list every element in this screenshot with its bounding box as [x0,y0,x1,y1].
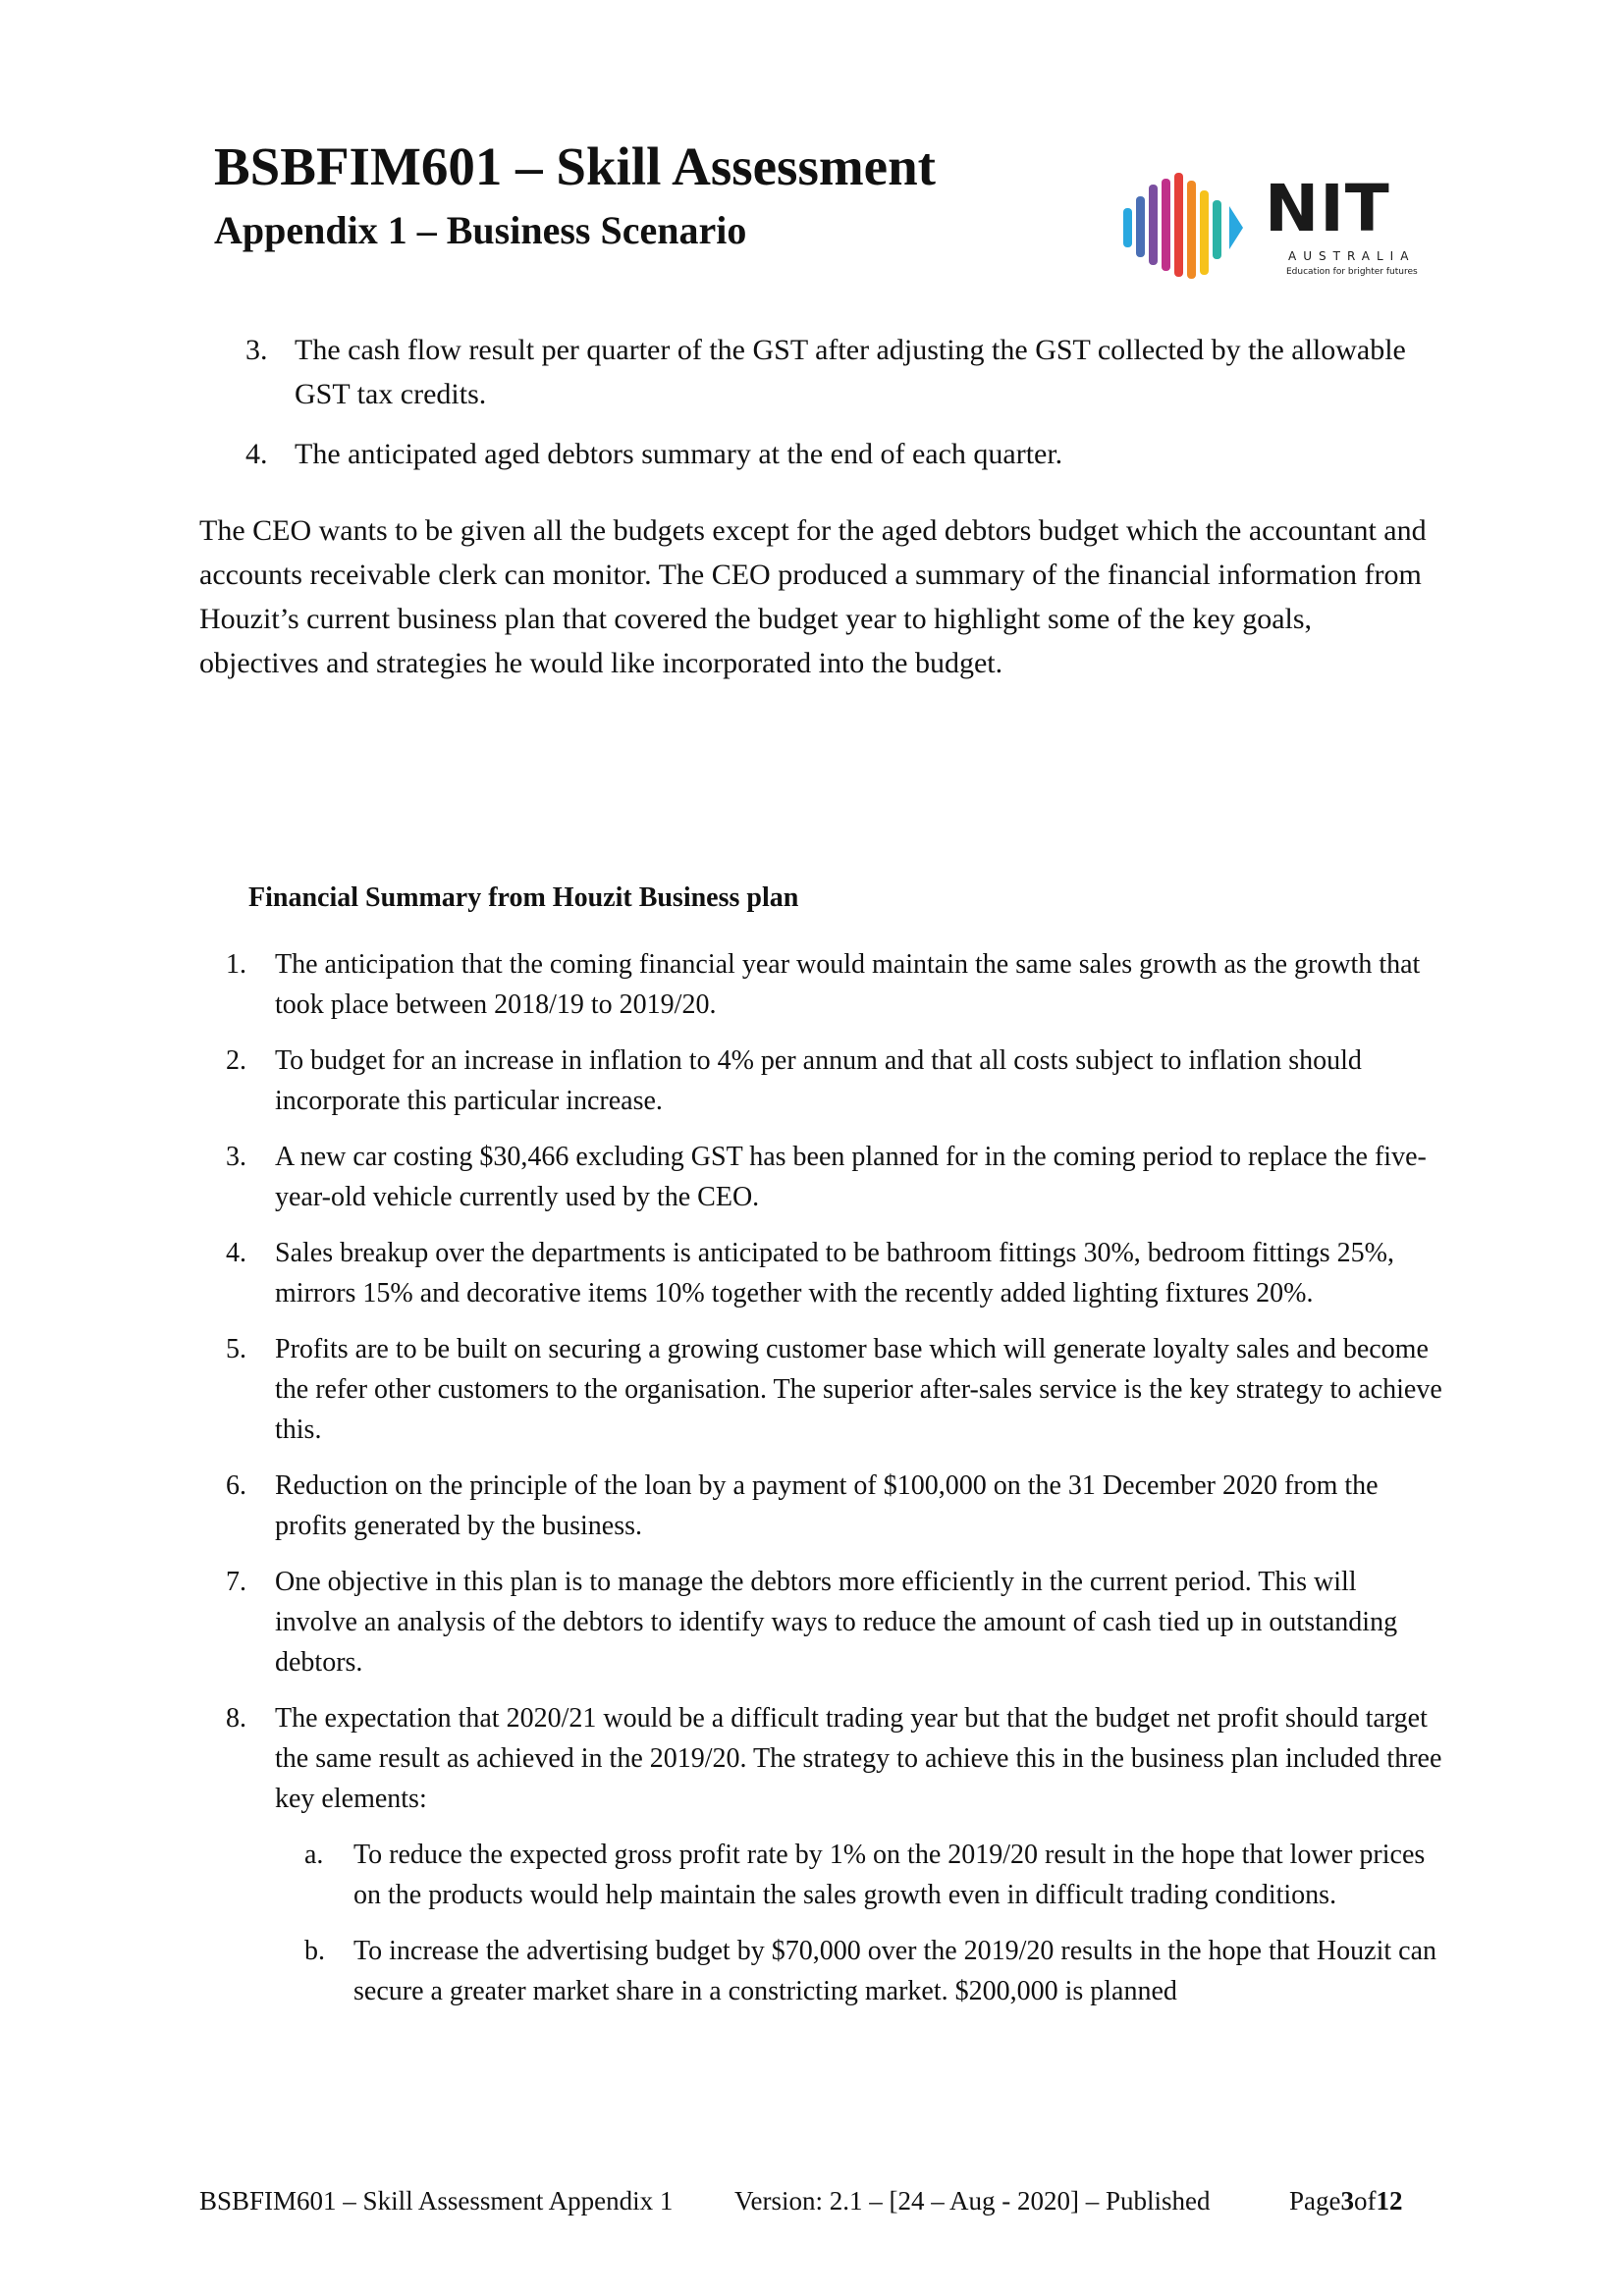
logo-mark-icon [1119,167,1257,290]
list-number: 2. [226,1045,246,1076]
list-item [226,1137,1443,1217]
list-number: 8. [226,1703,246,1734]
page-subtitle: Appendix 1 – Business Scenario [214,208,747,252]
list-text: Sales breakup over the departments is anticipated to be bathroom fittings 30%, bedroom fittings 25%, mirrors 15% and decorative items 10% together with the recently added lighting fixtures 20%. [275,1238,1394,1308]
sub-list-item [304,1835,1443,1915]
list-number: 5. [226,1334,246,1364]
list-item [245,328,1424,416]
logo-tagline: Education for brighter futures [1286,267,1418,277]
sub-list-text: To reduce the expected gross profit rate by 1% on the 2019/20 result in the hope that lower prices on the products would help maintain the sales growth even in difficult trading conditions. [353,1840,1426,1910]
list-text: A new car costing $30,466 excluding GST has been planned for in the coming period to replace the five-year-old vehicle currently used by the CEO. [275,1142,1427,1212]
list-number: 6. [226,1470,246,1501]
list-item [226,1466,1443,1546]
nit-logo [1119,167,1429,290]
list-number: 7. [226,1567,246,1597]
list-text: The anticipation that the coming financial year would maintain the same sales growth as the growth that took place between 2018/19 to 2019/20. [275,949,1421,1020]
footer-document-name: BSBFIM601 – Skill Assessment Appendix 1 [199,2186,674,2216]
financial-summary-heading: Financial Summary from Houzit Business plan [248,882,799,913]
list-number: 3. [226,1142,246,1172]
page-title: BSBFIM601 – Skill Assessment [214,136,936,196]
list-item [226,1698,1443,2011]
list-item [245,432,1424,476]
list-item [226,1041,1443,1121]
logo-name: NIT [1265,171,1390,246]
requirements-list [245,328,1424,492]
list-number: 4. [245,438,268,470]
footer-version: Version: 2.1 – [24 – Aug - 2020] – Published [734,2186,1211,2216]
page-footer [199,2183,1402,2218]
list-item [226,1329,1443,1450]
list-text: To budget for an increase in inflation to 4% per annum and that all costs subject to inflation should incorporate this particular increase. [275,1045,1362,1116]
list-text: The expectation that 2020/21 would be a difficult trading year but that the budget net profit should target the same result as achieved in the 2019/20. The strategy to achieve this in the business plan included three key elements: [275,1703,1442,1814]
sub-list-text: To increase the advertising budget by $70,000 over the 2019/20 results in the hope that Houzit can secure a greater market share in a constricting market. $200,000 is planned [353,1936,1436,2006]
financial-summary-list [226,944,1443,2027]
list-text: Reduction on the principle of the loan by a payment of $100,000 on the 31 December 2020 from the profits generated by the business. [275,1470,1379,1541]
footer-page-number: Page3of12 [1289,2186,1403,2216]
list-text: The cash flow result per quarter of the GST after adjusting the GST collected by the allowable GST tax credits. [295,334,1406,410]
list-text: One objective in this plan is to manage the debtors more efficiently in the current period. This will involve an analysis of the debtors to identify ways to reduce the amount of cash tied up in outstanding debtors. [275,1567,1398,1678]
list-text: Profits are to be built on securing a growing customer base which will generate loyalty sales and become the refer other customers to the organisation. The superior after-sales service is the key strategy to achieve this. [275,1334,1442,1445]
list-text: The anticipated aged debtors summary at the end of each quarter. [295,438,1063,470]
sub-list-item [304,1931,1443,2011]
ceo-paragraph: The CEO wants to be given all the budgets except for the aged debtors budget which the accountant and accounts receivable clerk can monitor. The CEO produced a summary of the financial information from Houzit’s current business plan that covered the budget year to highlight some of the key goals, objectives and strategies he would like incorporated into the budget. [199,514,1427,679]
list-number: 1. [226,949,246,980]
list-item [226,1233,1443,1313]
list-item [226,944,1443,1025]
sub-list-letter: a. [304,1840,324,1870]
list-number: 4. [226,1238,246,1268]
list-item [226,1562,1443,1682]
strategy-sub-list [275,1835,1443,2011]
list-number: 3. [245,334,268,366]
logo-country: AUSTRALIA [1288,249,1416,263]
sub-list-letter: b. [304,1936,325,1966]
